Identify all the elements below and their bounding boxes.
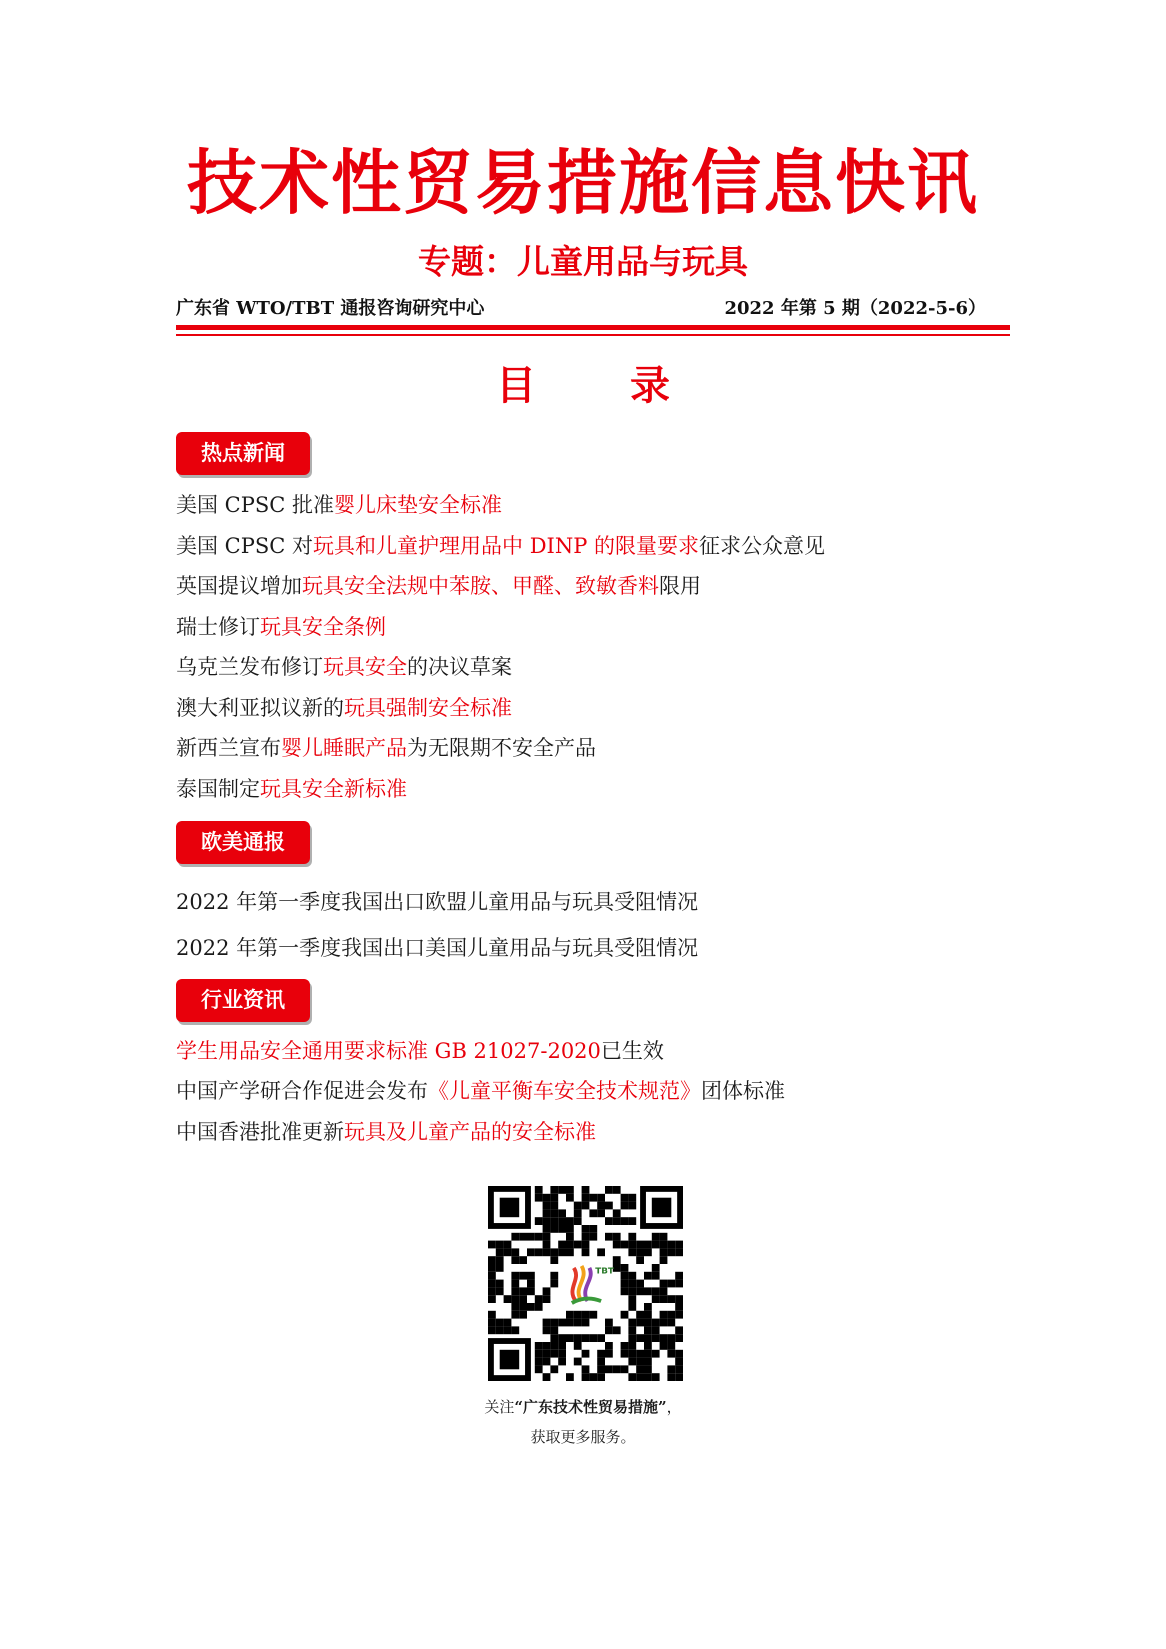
item-text: 美国 CPSC 批准 [176,493,335,517]
item-text: 团体标准 [701,1079,785,1103]
caption-text: 关注 [484,1398,515,1416]
list-item[interactable] [176,774,407,804]
item-text: 瑞士修订 [176,615,260,639]
item-text: 新西兰宣布 [176,736,281,760]
list-item[interactable] [176,933,698,963]
list-item[interactable] [176,612,386,642]
item-text: 的决议草案 [407,655,512,679]
item-text: 英国提议增加 [176,574,302,598]
item-text: 限用 [659,574,701,598]
item-highlight: 玩具安全 [323,655,407,679]
item-highlight: 学生用品安全通用要求标准 GB 21027-2020 [176,1039,601,1063]
item-highlight: 玩具强制安全标准 [344,696,512,720]
item-highlight: 《儿童平衡车安全技术规范》 [428,1079,701,1103]
caption-account-name: “广东技术性贸易措施” [514,1398,667,1416]
svg-text:TBT: TBT [595,1266,614,1277]
publisher: 广东省 WTO/TBT 通报咨询研究中心 [176,298,485,319]
list-item[interactable] [176,1117,596,1147]
item-highlight: 玩具安全新标准 [260,777,407,801]
item-text: 2022 年第一季度我国出口欧盟儿童用品与玩具受阻情况 [176,890,699,914]
item-highlight: 玩具安全条例 [260,615,386,639]
list-item[interactable] [176,490,502,520]
list-item[interactable] [176,531,825,561]
item-text: 澳大利亚拟议新的 [176,696,344,720]
item-text: 泰国制定 [176,777,260,801]
item-highlight: 婴儿床垫安全标准 [334,493,503,517]
item-text: 中国香港批准更新 [176,1120,344,1144]
page-title: 技术性贸易措施信息快讯 [187,142,979,224]
item-highlight: 玩具和儿童护理用品中 DINP 的限量要求 [313,534,700,558]
header-rule-thin [176,334,1010,336]
list-item[interactable] [176,652,512,682]
section-badge-eu-us-notice: 欧美通报 [176,821,310,864]
qr-code[interactable] [488,1186,683,1381]
item-text: 征求公众意见 [699,534,826,558]
item-highlight: 玩具及儿童产品的安全标准 [344,1120,596,1144]
page-subtitle: 专题：儿童用品与玩具 [418,242,748,281]
item-text: 美国 CPSC 对 [176,534,314,558]
item-text: 已生效 [600,1039,664,1063]
item-highlight: 婴儿睡眠产品 [281,736,407,760]
list-item[interactable] [176,733,596,763]
list-item[interactable] [176,571,701,601]
section-badge-industry-news: 行业资讯 [176,979,310,1022]
item-text: 中国产学研合作促进会发布 [176,1079,428,1103]
tbt-logo-icon [560,1258,614,1309]
qr-caption [0,1396,1166,1418]
list-item[interactable] [176,1076,785,1106]
item-text: 为无限期不安全产品 [407,736,596,760]
list-item[interactable] [176,693,512,723]
issue-info: 2022 年第 5 期（2022-5-6） [724,298,986,319]
toc-heading: 目 录 [496,363,710,409]
list-item[interactable] [176,887,698,917]
item-text: 2022 年第一季度我国出口美国儿童用品与玩具受阻情况 [176,936,699,960]
list-item[interactable] [176,1036,664,1066]
item-highlight: 玩具安全法规中苯胺、甲醛、致敏香料 [302,574,659,598]
header-rule-thick [176,325,1010,330]
qr-caption-line2: 获取更多服务。 [530,1428,636,1446]
item-text: 乌克兰发布修订 [176,655,323,679]
section-badge-hot-news: 热点新闻 [176,432,310,475]
caption-text: ， [666,1398,682,1416]
